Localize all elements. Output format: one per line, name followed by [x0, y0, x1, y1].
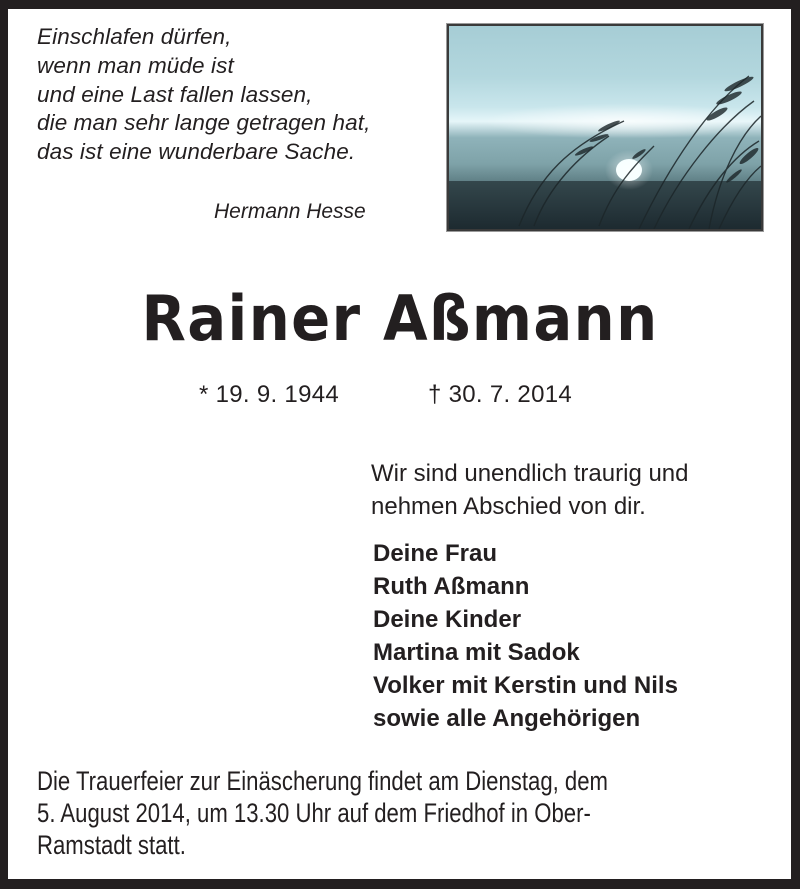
sunset-grass-illustration [449, 26, 761, 229]
service-line: 5. August 2014, um 13.30 Uhr auf dem Friedhof in Ober- [37, 798, 591, 828]
family-line: Ruth Aßmann [373, 573, 530, 600]
quote-line: die man sehr lange getragen hat, [37, 110, 371, 136]
family-signatures [373, 537, 678, 735]
service-line: Die Trauerfeier zur Einäscherung findet am Dienstag, dem [37, 766, 609, 796]
funeral-service-notice [37, 765, 759, 861]
family-line: Deine Kinder [373, 606, 522, 633]
quote-line: Einschlafen dürfen, [37, 24, 232, 49]
family-line: Martina mit Sadok [373, 639, 580, 666]
farewell-message [371, 457, 689, 523]
service-line: Ramstadt statt. [37, 830, 186, 860]
quote-line: wenn man müde ist [37, 52, 234, 78]
quote-line: das ist eine wunderbare Sache. [37, 139, 356, 165]
sunset-grass-photo [447, 24, 763, 231]
quote-poem [37, 23, 370, 167]
birth-date: * 19. 9. 1944 [199, 381, 340, 408]
family-line: Volker mit Kerstin und Nils [373, 672, 678, 699]
quote-line: und eine Last fallen lassen, [37, 81, 313, 107]
family-line: sowie alle Angehörigen [373, 705, 641, 732]
death-date: † 30. 7. 2014 [428, 381, 573, 408]
message-line: nehmen Abschied von dir. [371, 493, 646, 520]
message-line: Wir sind unendlich traurig und [371, 460, 689, 487]
deceased-name: Rainer Aßmann [141, 282, 659, 355]
quote-author: Hermann Hesse [214, 200, 366, 223]
family-line: Deine Frau [373, 540, 498, 567]
